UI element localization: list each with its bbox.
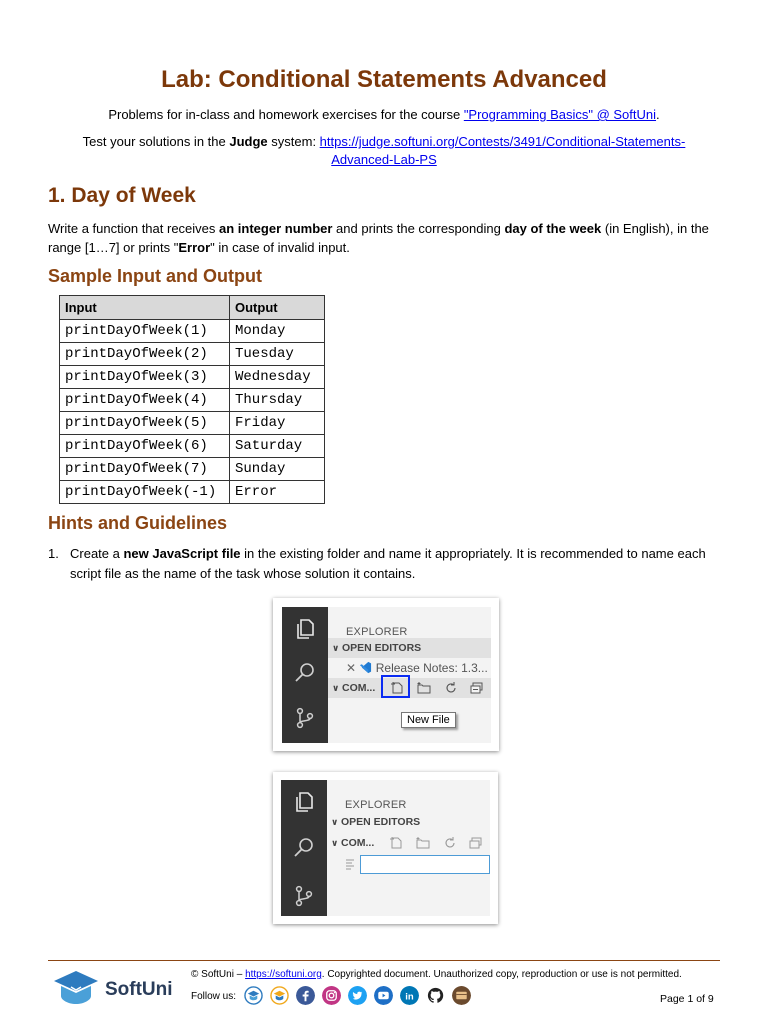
files-icon — [293, 617, 317, 641]
blog-icon[interactable] — [452, 986, 471, 1005]
copyright-a: © SoftUni – — [191, 969, 246, 980]
close-icon[interactable]: ✕ — [346, 661, 357, 675]
desc-f: Error — [178, 240, 211, 255]
table-cell-input: printDayOfWeek(1) — [60, 320, 230, 343]
activity-bar — [281, 780, 327, 916]
table-row — [60, 320, 325, 343]
folder-header[interactable] — [327, 833, 490, 853]
instagram-icon[interactable] — [322, 986, 341, 1005]
activity-bar — [282, 607, 328, 743]
desc-c: and prints the corresponding — [332, 221, 505, 236]
table-cell-output: Saturday — [230, 435, 325, 458]
collapse-all-icon[interactable] — [469, 836, 483, 850]
table-row — [60, 343, 325, 366]
new-folder-icon[interactable] — [417, 681, 431, 695]
table-row — [60, 366, 325, 389]
hint-list-item — [48, 544, 720, 584]
desc-g: " in case of invalid input. — [210, 240, 350, 255]
hint-b: new JavaScript file — [123, 546, 241, 561]
table-cell-input: printDayOfWeek(6) — [60, 435, 230, 458]
footer-divider — [48, 960, 720, 961]
chevron-down-icon: ∨ — [331, 817, 339, 827]
release-notes-label: Release Notes: 1.3... — [375, 661, 488, 675]
table-cell-output: Thursday — [230, 389, 325, 412]
search-icon — [293, 661, 317, 685]
table-row — [60, 481, 325, 504]
linkedin-icon[interactable] — [400, 986, 419, 1005]
files-icon — [292, 790, 316, 814]
new-folder-icon[interactable] — [416, 836, 430, 850]
chevron-down-icon: ∨ — [332, 683, 340, 693]
sample-io-heading: Sample Input and Output — [48, 266, 262, 286]
table-cell-output: Error — [230, 481, 325, 504]
table-header-output: Output — [230, 296, 325, 320]
intro-prefix: Problems for in-class and homework exercises for the course — [108, 107, 464, 122]
hint-a: Create a — [70, 546, 124, 561]
vscode-icon — [359, 661, 372, 674]
table-cell-input: printDayOfWeek(2) — [60, 343, 230, 366]
table-cell-output: Monday — [230, 320, 325, 343]
table-cell-input: printDayOfWeek(3) — [60, 366, 230, 389]
twitter-icon[interactable] — [348, 986, 367, 1005]
table-cell-output: Sunday — [230, 458, 325, 481]
table-row — [60, 412, 325, 435]
vscode-screenshot-new-file — [273, 598, 499, 751]
softuni-foundation-icon[interactable] — [270, 986, 289, 1005]
judge-link[interactable] — [320, 134, 686, 167]
explorer-title: EXPLORER — [345, 799, 407, 811]
softuni-icon[interactable] — [244, 986, 263, 1005]
table-cell-output: Wednesday — [230, 366, 325, 389]
course-link[interactable]: "Programming Basics" @ SoftUni — [463, 107, 657, 122]
intro-suffix: . — [656, 107, 660, 122]
refresh-icon[interactable] — [443, 836, 457, 850]
source-control-icon — [293, 706, 317, 730]
hint-text — [70, 544, 720, 584]
table-row — [60, 435, 325, 458]
file-icon — [345, 858, 355, 870]
table-header-input: Input — [60, 296, 230, 320]
table-row — [60, 458, 325, 481]
new-file-highlight — [381, 675, 410, 698]
judge-prefix: Test your solutions in the — [82, 134, 230, 149]
copyright-line — [191, 969, 682, 980]
table-cell-output: Friday — [230, 412, 325, 435]
softuni-logo[interactable] — [50, 969, 180, 1009]
refresh-icon[interactable] — [444, 681, 458, 695]
new-file-tooltip: New File — [401, 712, 456, 728]
problem-description — [48, 219, 720, 257]
folder-label: COM... — [342, 682, 376, 694]
chevron-down-icon: ∨ — [331, 838, 339, 848]
judge-link-part1: https://judge.softuni.org/Contests/3491/Conditional-Statements- — [319, 134, 686, 149]
search-icon — [292, 836, 316, 860]
desc-e: (in English), in the range [1…7] or prints " — [48, 221, 709, 255]
vscode-screenshot-filename-input — [273, 772, 498, 924]
judge-mid: system: — [267, 134, 320, 149]
table-cell-input: printDayOfWeek(5) — [60, 412, 230, 435]
open-editors-label: OPEN EDITORS — [342, 642, 422, 654]
follow-us-label: Follow us: — [191, 991, 237, 1002]
judge-line — [0, 133, 768, 169]
page-number: Page 1 of 9 — [660, 993, 714, 1005]
desc-d: day of the week — [504, 221, 602, 236]
section-heading-day-of-week: 1. Day of Week — [48, 184, 196, 207]
explorer-title: EXPLORER — [346, 626, 408, 638]
graduation-cap-icon — [50, 969, 102, 1007]
explorer-pane — [327, 780, 490, 916]
table-header-row — [60, 296, 325, 320]
facebook-icon[interactable] — [296, 986, 315, 1005]
judge-bold: Judge — [229, 134, 268, 149]
collapse-all-icon[interactable] — [470, 681, 484, 695]
github-icon[interactable] — [426, 986, 445, 1005]
table-cell-input: printDayOfWeek(-1) — [60, 481, 230, 504]
chevron-down-icon: ∨ — [332, 643, 340, 653]
table-row — [60, 389, 325, 412]
new-file-name-input[interactable] — [360, 855, 490, 874]
open-editors-label: OPEN EDITORS — [341, 816, 421, 828]
new-file-icon[interactable] — [389, 836, 403, 850]
judge-link-part2: Advanced-Lab-PS — [331, 152, 437, 167]
desc-a: Write a function that receives — [48, 221, 220, 236]
softuni-wordmark: SoftUni — [105, 979, 173, 1000]
desc-b: an integer number — [219, 221, 333, 236]
sample-io-table — [59, 295, 325, 504]
folder-label: COM... — [341, 837, 375, 849]
open-editors-header[interactable] — [327, 812, 490, 832]
open-editors-header[interactable] — [328, 638, 491, 658]
softuni-link[interactable]: https://softuni.org — [245, 969, 322, 980]
table-cell-input: printDayOfWeek(7) — [60, 458, 230, 481]
hints-heading: Hints and Guidelines — [48, 513, 228, 533]
hint-c: in the existing folder and name it appropriately. It is recommended to name each script file as the name of the task whose solution it contains. — [70, 546, 706, 581]
copyright-b: . Copyrighted document. Unauthorized copy, reproduction or use is not permitted. — [321, 969, 682, 980]
table-cell-input: printDayOfWeek(4) — [60, 389, 230, 412]
hint-number: 1. — [48, 546, 59, 561]
source-control-icon — [292, 884, 316, 908]
intro-line — [0, 106, 768, 124]
youtube-icon[interactable] — [374, 986, 393, 1005]
page-title: Lab: Conditional Statements Advanced — [161, 66, 607, 93]
svg-text:in: in — [405, 991, 414, 1003]
table-cell-output: Tuesday — [230, 343, 325, 366]
